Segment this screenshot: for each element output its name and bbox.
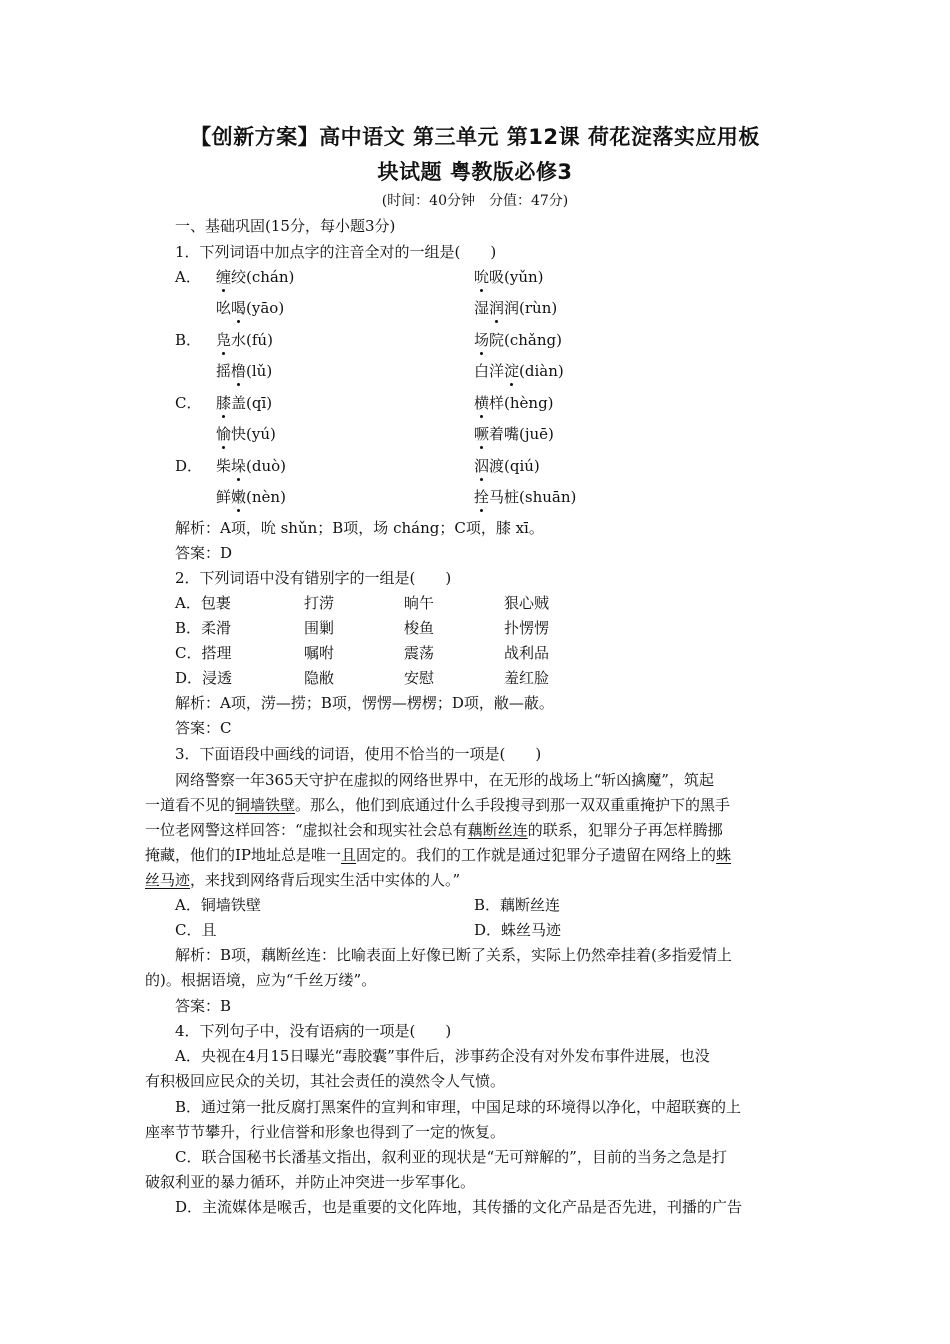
q3-option-b: B．藕断丝连 [474,896,561,914]
q3-analysis-line-1: 解析：B项，藕断丝连：比喻表面上好像已断了关系，实际上仍然牵挂着(多指爱情上 [175,946,732,964]
q2-analysis: 解析：A项，涝—捞；B项，愣愣—楞楞；D项，敝—蔽。 [175,694,554,712]
q2-row-a-1: A．包裹 [175,594,231,612]
q3-passage-line-2: 一道看不见的铜墙铁壁。那么，他们到底通过什么手段搜寻到那一双双重重掩护下的黑手 [145,796,731,814]
q2-row-c-4: 战利品 [504,644,550,662]
q2-row-d-1: D．浸透 [175,669,233,687]
q2-row-b-2: 围剿 [304,619,335,637]
q1-stem: 1．下列词语中加点字的注音全对的一组是( ) [175,243,497,261]
q4-stem: 4．下列句子中，没有语病的一项是( ) [175,1022,452,1040]
q1-d-word-4: 拴马桩(shuān) [474,488,577,506]
q1-b-word-2: 场院(chǎng) [474,331,562,349]
q1-option-label-a: A． [175,268,201,286]
q1-c-word-1: 膝盖(qī) [216,394,273,412]
q1-a-word-1: 缠绞(chán) [216,268,295,286]
q2-row-d-2: 隐敝 [304,669,335,687]
q4-option-c-line-2: 破叙利亚的暴力循环，并防止冲突进一步军事化。 [145,1173,476,1191]
q1-b-word-3: 摇橹(lǔ) [216,362,273,380]
time-score-info: (时间：40分钟 分值：47分) [381,193,569,209]
document-title-line-2: 块试题 粤教版必修3 [377,160,573,184]
document-title-line-1: 【创新方案】高中语文 第三单元 第12课 荷花淀落实应用板 [190,125,760,149]
q1-b-word-1: 凫水(fú) [216,331,273,349]
q2-row-c-1: C．搭理 [175,644,232,662]
q4-option-a-line-1: A．央视在4月15日曝光“毒胶囊”事件后，涉事药企没有对外发布事件进展，也没 [175,1047,710,1065]
section-heading: 一、基础巩固(15分，每小题3分) [175,217,396,235]
q1-option-label-d: D． [175,457,203,475]
q2-row-c-3: 震荡 [404,644,435,662]
q2-row-a-3: 晌午 [404,594,435,612]
q2-row-b-3: 梭鱼 [404,619,435,637]
q2-answer: 答案：C [175,719,232,737]
q3-stem: 3．下面语段中画线的词语，使用不恰当的一项是( ) [175,745,542,763]
q2-row-d-3: 安慰 [404,669,435,687]
q1-d-word-1: 柴垛(duò) [216,457,287,475]
q1-d-word-3: 鲜嫩(nèn) [216,488,286,506]
q2-row-b-4: 扑愣愣 [504,619,550,637]
q1-option-label-b: B． [175,331,202,349]
q1-a-word-3: 吆喝(yāo) [216,299,285,317]
q1-answer: 答案：D [175,544,233,562]
q1-a-word-2: 吮吸(yǔn) [474,268,544,286]
q2-row-c-2: 嘱咐 [304,644,335,662]
q1-analysis: 解析：A项，吮 shǔn；B项，场 cháng；C项，膝 xī。 [175,519,544,537]
q3-passage-line-1: 网络警察一年365天守护在虚拟的网络世界中，在无形的战场上“斩凶擒魔”，筑起 [175,771,714,789]
q4-option-a-line-2: 有积极回应民众的关切，其社会责任的漠然令人气愤。 [145,1072,506,1090]
q3-option-d: D．蛛丝马迹 [474,921,562,939]
q3-passage-line-4: 掩藏，他们的IP地址总是唯一且固定的。我们的工作就是通过犯罪分子遗留在网络上的蛛 [145,846,732,864]
q3-passage-line-5: 丝马迹，来找到网络背后现实生活中实体的人。” [145,871,461,889]
q3-passage-line-3: 一位老网警这样回答：“虚拟社会和现实社会总有藕断丝连的联系，犯罪分子再怎样腾挪 [145,821,723,839]
q4-option-d-line-1: D．主流媒体是喉舌，也是重要的文化阵地，其传播的文化产品是否先进，刊播的广告 [175,1198,743,1216]
q1-option-label-c: C． [175,394,202,412]
q4-option-c-line-1: C．联合国秘书长潘基文指出，叙利亚的现状是“无可辩解的”，目前的当务之急是打 [175,1148,727,1166]
q2-row-d-4: 羞红脸 [504,669,550,687]
q1-c-word-2: 横样(hèng) [474,394,554,412]
q4-option-b-line-1: B．通过第一批反腐打黑案件的宣判和审理，中国足球的环境得以净化，中超联赛的上 [175,1098,742,1116]
q1-a-word-4: 湿润润(rùn) [474,299,558,317]
q3-answer: 答案：B [175,997,232,1015]
q2-row-b-1: B．柔滑 [175,619,232,637]
q1-c-word-3: 愉快(yú) [216,425,276,443]
q1-b-word-4: 白洋淀(diàn) [474,362,564,380]
q2-row-a-4: 狠心贼 [504,594,550,612]
q3-analysis-line-2: 的)。根据语境，应为“千丝万缕”。 [145,971,377,989]
q1-c-word-4: 噘着嘴(juē) [474,425,554,443]
q3-option-c: C．且 [175,921,217,939]
q1-d-word-2: 泅渡(qiú) [474,457,540,475]
q2-row-a-2: 打涝 [304,594,335,612]
q4-option-b-line-2: 座率节节攀升，行业信誉和形象也得到了一定的恢复。 [145,1123,506,1141]
q2-stem: 2．下列词语中没有错别字的一组是( ) [175,569,452,587]
q3-option-a: A．铜墙铁壁 [175,896,261,914]
